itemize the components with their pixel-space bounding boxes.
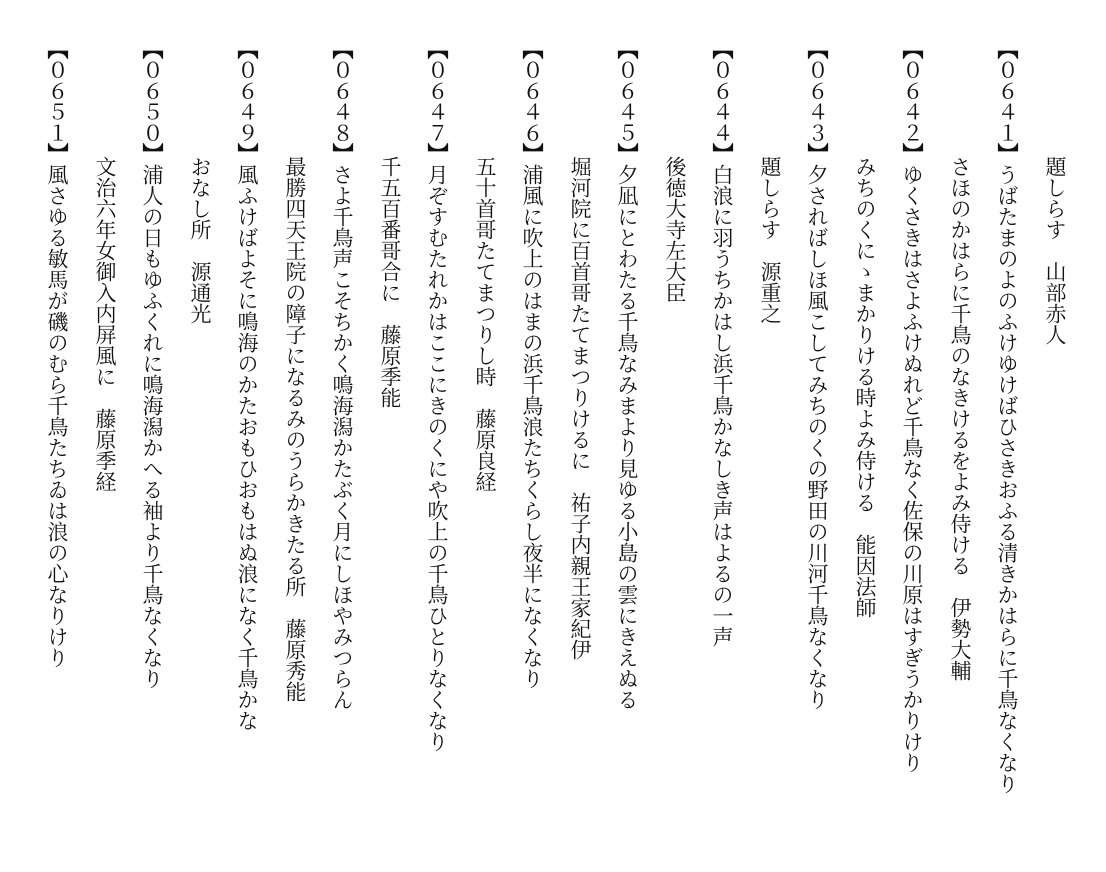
poem-text: 夕さればしほ風こしてみちのくの野田の川河千鳥なくなり [805, 164, 829, 710]
poem-line [793, 38, 841, 858]
poem-number: ０６４９ [235, 59, 259, 143]
poem-headnote: 五十首哥たてまつりし時 藤原良経 [473, 156, 497, 492]
poem-number: ０６４２ [900, 59, 924, 143]
close-bracket: 】 [520, 143, 545, 164]
vertical-text-page [33, 38, 1078, 858]
poem-headnote: おなし所 源通光 [188, 156, 212, 324]
poem-number: ０６４８ [330, 59, 354, 143]
open-bracket: 【 [235, 38, 260, 59]
poem-text: 風ふけばよそに鳴海のかたおもひおもはぬ浪になく千鳥かな [235, 164, 259, 731]
open-bracket: 【 [900, 38, 925, 59]
poem-line [983, 38, 1031, 858]
poem-headnote: みちのくにゝまかりける時よみ侍ける 能因法師 [853, 156, 877, 618]
poem-line [33, 38, 81, 858]
close-bracket: 】 [330, 143, 355, 164]
close-bracket: 】 [900, 143, 925, 164]
close-bracket: 】 [45, 143, 70, 164]
poem-headnote: さほのかはらに千鳥のなきけるをよみ侍ける 伊勢大輔 [948, 156, 972, 681]
poem-text: うばたまのよのふけゆけばひさきおふる清きかはらに千鳥なくなり [995, 164, 1019, 794]
open-bracket: 【 [140, 38, 165, 59]
open-bracket: 【 [520, 38, 545, 59]
poem-headnote: 文治六年女御入内屏風に 藤原季経 [93, 156, 117, 492]
poem-headnote: 題しらす 源重之 [758, 156, 782, 324]
close-bracket: 】 [425, 143, 450, 164]
poem-text: さよ千鳥声こそちかく鳴海潟かたぶく月にしほやみつらん [330, 164, 354, 710]
poem-line [508, 38, 556, 858]
open-bracket: 【 [45, 38, 70, 59]
poem-number: ０６４５ [615, 59, 639, 143]
poem-headnote: 後徳大寺左大臣 [663, 156, 687, 303]
open-bracket: 【 [425, 38, 450, 59]
open-bracket: 【 [995, 38, 1020, 59]
close-bracket: 】 [710, 143, 735, 164]
poem-number: ０６５０ [140, 59, 164, 143]
poem-line [128, 38, 176, 858]
poem-number: ０６４１ [995, 59, 1019, 143]
poem-text: 浦風に吹上のはまの浜千鳥浪たちくらし夜半になくなり [520, 164, 544, 689]
poem-number: ０６４７ [425, 59, 449, 143]
poem-line [223, 38, 271, 858]
close-bracket: 】 [235, 143, 260, 164]
open-bracket: 【 [330, 38, 355, 59]
poem-line [318, 38, 366, 858]
poem-text: 夕凪にとわたる千鳥なみまより見ゆる小島の雲にきえぬる [615, 164, 639, 710]
poem-headnote: 題しらす 山部赤人 [1043, 156, 1067, 345]
close-bracket: 】 [140, 143, 165, 164]
poem-line [413, 38, 461, 858]
poem-line [698, 38, 746, 858]
close-bracket: 】 [995, 143, 1020, 164]
poem-text: 月ぞすむたれかはここにきのくにや吹上の千鳥ひとりなくなり [425, 164, 449, 752]
poem-number: ０６４３ [805, 59, 829, 143]
open-bracket: 【 [805, 38, 830, 59]
poem-text: 浦人の日もゆふくれに鳴海潟かへる袖より千鳥なくなり [140, 164, 164, 689]
poem-number: ０６５１ [45, 59, 69, 143]
poem-text: 白浪に羽うちかはし浜千鳥かなしき声はよるの一声 [710, 164, 734, 647]
poem-number: ０６４６ [520, 59, 544, 143]
poem-text: 風さゆる敏馬が磯のむら千鳥たちゐは浪の心なりけり [45, 164, 69, 668]
poem-number: ０６４４ [710, 59, 734, 143]
close-bracket: 】 [615, 143, 640, 164]
open-bracket: 【 [615, 38, 640, 59]
close-bracket: 】 [805, 143, 830, 164]
open-bracket: 【 [710, 38, 735, 59]
poem-headnote: 最勝四天王院の障子になるみのうらかきたる所 藤原秀能 [283, 156, 307, 702]
poem-headnote: 堀河院に百首哥たてまつりけるに 祐子内親王家紀伊 [568, 156, 592, 660]
poem-text: ゆくさきはさよふけぬれど千鳥なく佐保の川原はすぎうかりけり [900, 164, 924, 773]
poem-line [603, 38, 651, 858]
poem-line [888, 38, 936, 858]
poem-headnote: 千五百番哥合に 藤原季能 [378, 156, 402, 408]
